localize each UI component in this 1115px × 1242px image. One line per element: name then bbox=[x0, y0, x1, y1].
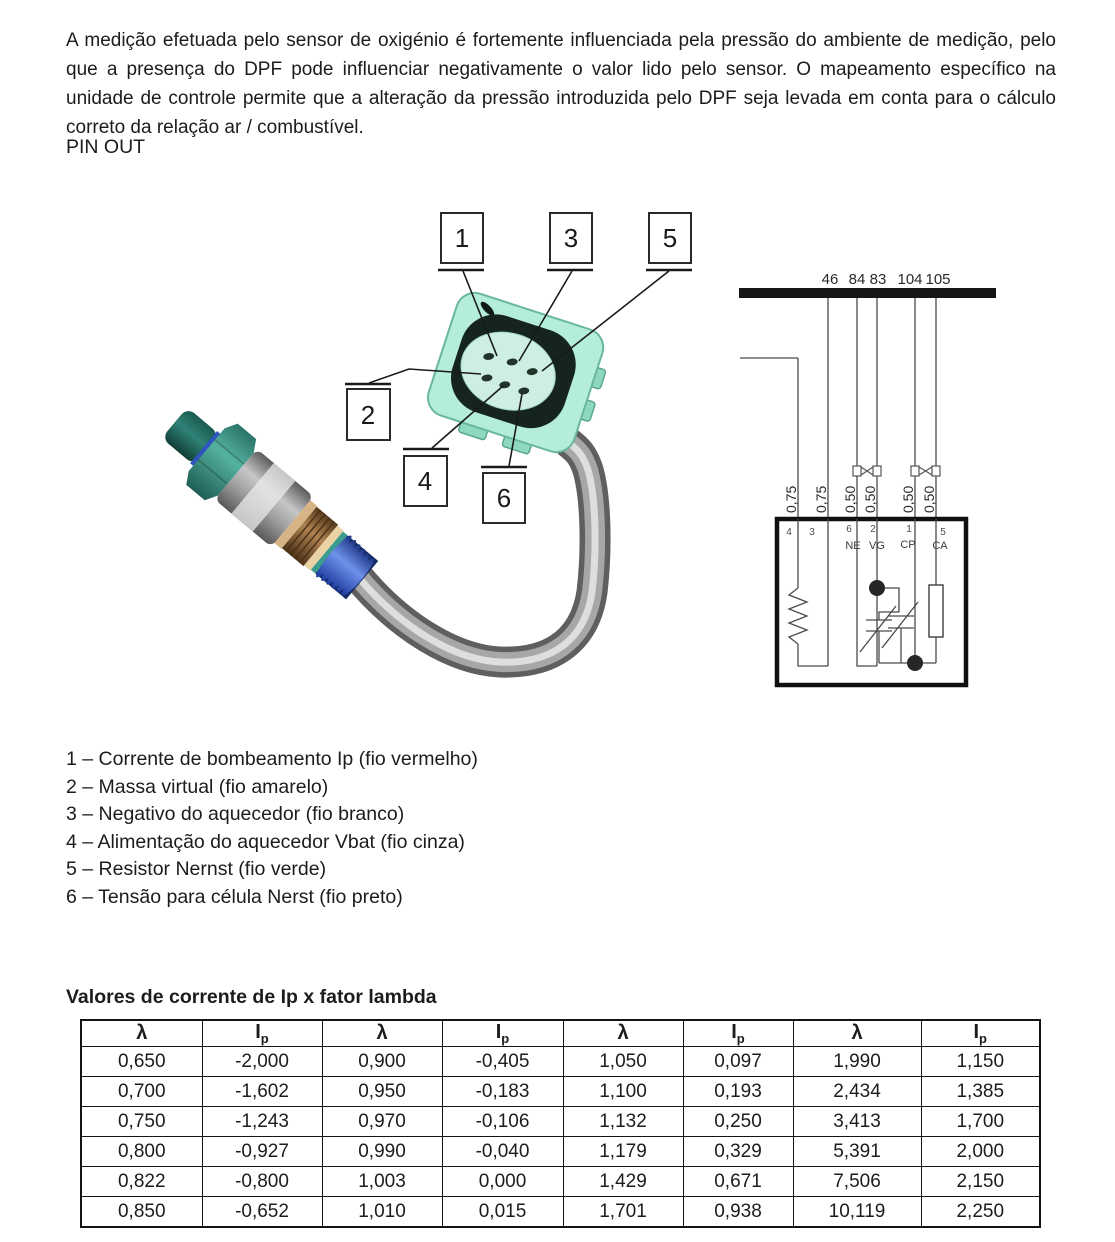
ip-header-sub: p bbox=[260, 1031, 269, 1046]
table-cell: 1,010 bbox=[322, 1197, 442, 1228]
lambda-header: λ bbox=[81, 1020, 202, 1047]
table-cell: -0,183 bbox=[442, 1077, 563, 1107]
ip-header-main: I bbox=[973, 1021, 980, 1043]
callout-box-1 bbox=[438, 213, 484, 270]
table-row bbox=[81, 1167, 1040, 1197]
harness-pin-label: 84 bbox=[848, 271, 866, 288]
pinout-list-item: 6 – Tensão para célula Nerst (fio preto) bbox=[66, 885, 403, 908]
table-cell: 1,385 bbox=[921, 1077, 1040, 1107]
junction-dot bbox=[869, 580, 885, 596]
lambda-header: λ bbox=[793, 1020, 921, 1047]
callout-label: 2 bbox=[360, 400, 376, 430]
lambda-header: λ bbox=[563, 1020, 683, 1047]
table-row bbox=[81, 1077, 1040, 1107]
table-cell: 1,100 bbox=[563, 1077, 683, 1107]
table-cell: 0,800 bbox=[81, 1137, 202, 1167]
table-cell: -0,800 bbox=[202, 1167, 322, 1197]
ecu-pin-number: 1 bbox=[906, 524, 912, 535]
callout-box-2 bbox=[345, 384, 391, 440]
ecu-pin-name: CP bbox=[900, 539, 916, 551]
wire-gauge: 0,50 bbox=[862, 485, 878, 513]
table-cell: 0,990 bbox=[322, 1137, 442, 1167]
table-cell: 0,000 bbox=[442, 1167, 563, 1197]
wire-gauge: 0,50 bbox=[842, 485, 858, 513]
table-row bbox=[81, 1197, 1040, 1228]
intro-paragraph: A medição efetuada pelo sensor de oxigénio é fortemente influenciada pela pressão do ambiente de medição, pelo que a presença do DPF pode influenciar negativamente o valor lido pelo sensor. O mapeamento específico na unidade de controle permite que a alteração da pressão introduzida pelo DPF seja levada em conta para o cálculo correto da relação ar / combustível. bbox=[66, 30, 1056, 138]
table-cell: 2,000 bbox=[921, 1137, 1040, 1167]
pinout-list-item: 2 – Massa virtual (fio amarelo) bbox=[66, 775, 329, 798]
table-cell: 0,671 bbox=[683, 1167, 793, 1197]
nernst-resistor bbox=[929, 585, 943, 637]
table-row bbox=[81, 1137, 1040, 1167]
wire-gauge: 0,50 bbox=[900, 485, 916, 513]
pinout-list-item: 3 – Negativo do aquecedor (fio branco) bbox=[66, 803, 405, 825]
ip-header bbox=[442, 1020, 563, 1047]
sensor-cable bbox=[355, 443, 595, 662]
table-cell: 1,700 bbox=[921, 1107, 1040, 1137]
table-cell: 0,015 bbox=[442, 1197, 563, 1228]
table-cell: 1,179 bbox=[563, 1137, 683, 1167]
ip-header-sub: p bbox=[736, 1031, 745, 1046]
table-row bbox=[81, 1107, 1040, 1137]
table-cell: -2,000 bbox=[202, 1047, 322, 1077]
wire-gauge: 0,50 bbox=[921, 485, 937, 513]
table-cell: 0,700 bbox=[81, 1077, 202, 1107]
table-cell: 1,701 bbox=[563, 1197, 683, 1228]
lambda-table bbox=[80, 1019, 1041, 1228]
callout-label: 1 bbox=[454, 223, 470, 253]
ecu-pin-name: CA bbox=[932, 540, 948, 552]
table-cell: 0,822 bbox=[81, 1167, 202, 1197]
table-cell: 2,434 bbox=[793, 1077, 921, 1107]
lambda-header: λ bbox=[322, 1020, 442, 1047]
table-cell: 0,750 bbox=[81, 1107, 202, 1137]
table-cell: 1,050 bbox=[563, 1047, 683, 1077]
ip-header-main: I bbox=[731, 1021, 737, 1043]
pinout-list-item: 1 – Corrente de bombeamento Ip (fio vermelho) bbox=[66, 748, 478, 770]
table-header-row bbox=[81, 1020, 1040, 1047]
ecu-pin-number: 6 bbox=[846, 524, 852, 535]
table-cell: 10,119 bbox=[793, 1197, 921, 1228]
callout-label: 3 bbox=[563, 223, 579, 253]
pinout-figure bbox=[140, 190, 1015, 740]
table-cell: 3,413 bbox=[793, 1107, 921, 1137]
table-cell: 1,132 bbox=[563, 1107, 683, 1137]
table-cell: 1,003 bbox=[322, 1167, 442, 1197]
harness-pin-label: 46 bbox=[821, 271, 839, 288]
table-cell: 1,990 bbox=[793, 1047, 921, 1077]
callout-label: 4 bbox=[417, 466, 433, 496]
callout-box-4 bbox=[403, 449, 449, 506]
callout-box-3 bbox=[547, 213, 593, 270]
table-cell: 0,650 bbox=[81, 1047, 202, 1077]
table-row bbox=[81, 1047, 1040, 1077]
lambda-table-title: Valores de corrente de Ip x fator lambda bbox=[66, 986, 437, 1008]
callout-box-5 bbox=[646, 213, 692, 270]
table-cell: 0,250 bbox=[683, 1107, 793, 1137]
junction-dot bbox=[907, 655, 923, 671]
harness-pin-label: 104 bbox=[897, 271, 923, 288]
wire-gauge-labels bbox=[783, 486, 937, 513]
ip-header-main: I bbox=[255, 1021, 261, 1043]
ip-header-sub: p bbox=[979, 1031, 987, 1046]
table-cell: -1,602 bbox=[202, 1077, 322, 1107]
callout-label: 6 bbox=[496, 483, 512, 513]
lambda-table-body bbox=[81, 1047, 1040, 1228]
wire-gauge: 0,75 bbox=[813, 485, 829, 513]
ip-header bbox=[921, 1020, 1040, 1047]
wire-gauge: 0,75 bbox=[783, 485, 799, 513]
table-cell: 0,329 bbox=[683, 1137, 793, 1167]
table-cell: -1,243 bbox=[202, 1107, 322, 1137]
pinout-list-item: 5 – Resistor Nernst (fio verde) bbox=[66, 858, 327, 880]
table-cell: 0,970 bbox=[322, 1107, 442, 1137]
table-cell: 0,900 bbox=[322, 1047, 442, 1077]
ecu-pin-number: 4 bbox=[786, 527, 792, 538]
ecu-pin-number: 5 bbox=[940, 527, 946, 538]
callout-label: 5 bbox=[662, 223, 678, 253]
table-cell: 0,850 bbox=[81, 1197, 202, 1228]
table-cell: 0,950 bbox=[322, 1077, 442, 1107]
table-cell: 7,506 bbox=[793, 1167, 921, 1197]
table-cell: -0,106 bbox=[442, 1107, 563, 1137]
table-cell: -0,040 bbox=[442, 1137, 563, 1167]
ecu-pin-number: 3 bbox=[809, 527, 815, 538]
callout-box-6 bbox=[481, 467, 527, 523]
ecu-pin-number: 2 bbox=[870, 524, 876, 535]
ip-header-main: I bbox=[495, 1021, 502, 1043]
ip-header bbox=[202, 1020, 322, 1047]
table-cell: 2,150 bbox=[921, 1167, 1040, 1197]
table-cell: 5,391 bbox=[793, 1137, 921, 1167]
table-cell: -0,405 bbox=[442, 1047, 563, 1077]
ecu-pin-name: VG bbox=[869, 540, 885, 552]
harness-pin-label: 105 bbox=[925, 271, 951, 288]
table-cell: 0,938 bbox=[683, 1197, 793, 1228]
wiring-schematic bbox=[739, 271, 996, 685]
table-cell: 0,097 bbox=[683, 1047, 793, 1077]
ip-header-sub: p bbox=[501, 1031, 510, 1046]
table-cell: 0,193 bbox=[683, 1077, 793, 1107]
table-cell: -0,927 bbox=[202, 1137, 322, 1167]
harness-pin-label: 83 bbox=[869, 271, 887, 288]
table-cell: 1,429 bbox=[563, 1167, 683, 1197]
twisted-pair-symbols bbox=[853, 466, 940, 476]
table-cell: -0,652 bbox=[202, 1197, 322, 1228]
table-cell: 1,150 bbox=[921, 1047, 1040, 1077]
pinout-list bbox=[66, 746, 478, 911]
pinout-list-item: 4 – Alimentação do aquecedor Vbat (fio cinza) bbox=[66, 830, 465, 853]
table-cell: 2,250 bbox=[921, 1197, 1040, 1228]
ip-header bbox=[683, 1020, 793, 1047]
harness-bus-bar bbox=[739, 288, 996, 298]
pinout-figure-svg bbox=[140, 190, 1015, 740]
ecu-pin-name: NE bbox=[845, 540, 861, 552]
pinout-heading: PIN OUT bbox=[66, 136, 146, 158]
